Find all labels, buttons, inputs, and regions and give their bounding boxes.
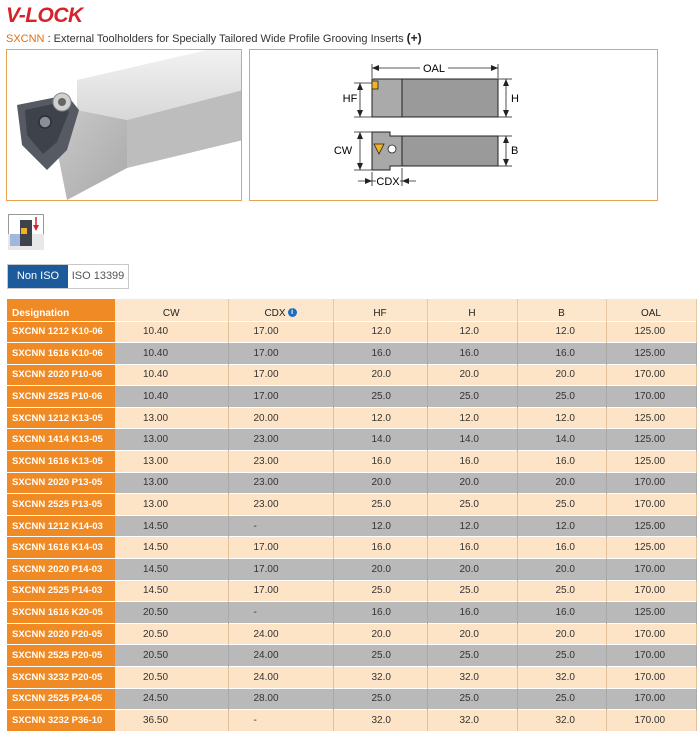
cell-h: 25.0 bbox=[427, 645, 517, 667]
cell-b: 12.0 bbox=[517, 515, 606, 537]
dimension-diagram bbox=[249, 49, 658, 201]
cell-b: 25.0 bbox=[517, 645, 606, 667]
cell-hf: 25.0 bbox=[333, 645, 427, 667]
cell-hf: 14.0 bbox=[333, 429, 427, 451]
cell-designation[interactable]: SXCNN 2525 P14-03 bbox=[7, 580, 115, 602]
col-cdx bbox=[228, 299, 333, 321]
cell-hf: 32.0 bbox=[333, 667, 427, 689]
table-row[interactable] bbox=[7, 645, 696, 667]
cell-oal: 125.00 bbox=[606, 537, 696, 559]
table-row[interactable] bbox=[7, 602, 696, 624]
cell-oal: 170.00 bbox=[606, 386, 696, 408]
orientation-icon bbox=[8, 214, 44, 250]
col-cdx-label: CDX bbox=[264, 307, 286, 319]
cell-oal: 125.00 bbox=[606, 451, 696, 473]
cell-oal: 125.00 bbox=[606, 407, 696, 429]
cell-designation[interactable]: SXCNN 3232 P20-05 bbox=[7, 667, 115, 689]
cell-cdx: - bbox=[228, 515, 333, 537]
cell-designation[interactable]: SXCNN 2020 P20-05 bbox=[7, 623, 115, 645]
cell-hf: 16.0 bbox=[333, 537, 427, 559]
cell-b: 12.0 bbox=[517, 321, 606, 343]
cell-oal: 170.00 bbox=[606, 645, 696, 667]
cell-cw: 13.00 bbox=[115, 451, 228, 473]
cell-h: 20.0 bbox=[427, 472, 517, 494]
standard-tabs bbox=[7, 264, 129, 289]
cell-oal: 125.00 bbox=[606, 429, 696, 451]
table-row[interactable] bbox=[7, 321, 696, 343]
col-cw: CW bbox=[115, 299, 228, 321]
oal-label: OAL bbox=[422, 63, 446, 75]
cell-cw: 20.50 bbox=[115, 623, 228, 645]
cell-cw: 13.00 bbox=[115, 494, 228, 516]
b-label: B bbox=[511, 145, 519, 157]
cell-oal: 170.00 bbox=[606, 623, 696, 645]
cell-b: 32.0 bbox=[517, 667, 606, 689]
col-hf: HF bbox=[333, 299, 427, 321]
cell-oal: 170.00 bbox=[606, 580, 696, 602]
cell-designation[interactable]: SXCNN 1616 K20-05 bbox=[7, 602, 115, 624]
cell-cdx: 23.00 bbox=[228, 429, 333, 451]
cw-label: CW bbox=[333, 145, 353, 157]
cell-h: 20.0 bbox=[427, 364, 517, 386]
table-row[interactable] bbox=[7, 472, 696, 494]
table-row[interactable] bbox=[7, 364, 696, 386]
col-designation: Designation bbox=[7, 299, 115, 321]
table-row[interactable] bbox=[7, 580, 696, 602]
cell-designation[interactable]: SXCNN 1212 K14-03 bbox=[7, 515, 115, 537]
cell-designation[interactable]: SXCNN 2525 P10-06 bbox=[7, 386, 115, 408]
cell-cw: 10.40 bbox=[115, 343, 228, 365]
cell-h: 12.0 bbox=[427, 407, 517, 429]
cell-hf: 20.0 bbox=[333, 623, 427, 645]
info-icon[interactable]: i bbox=[288, 308, 297, 317]
cell-h: 12.0 bbox=[427, 515, 517, 537]
cell-oal: 170.00 bbox=[606, 710, 696, 732]
cell-hf: 16.0 bbox=[333, 602, 427, 624]
col-b: B bbox=[517, 299, 606, 321]
cell-cw: 20.50 bbox=[115, 667, 228, 689]
cell-hf: 12.0 bbox=[333, 515, 427, 537]
cell-oal: 170.00 bbox=[606, 559, 696, 581]
cell-b: 20.0 bbox=[517, 472, 606, 494]
table-row[interactable] bbox=[7, 494, 696, 516]
cell-oal: 125.00 bbox=[606, 515, 696, 537]
cell-designation[interactable]: SXCNN 1212 K10-06 bbox=[7, 321, 115, 343]
cell-cw: 14.50 bbox=[115, 515, 228, 537]
cell-h: 32.0 bbox=[427, 667, 517, 689]
cell-cdx: - bbox=[228, 602, 333, 624]
cell-designation[interactable]: SXCNN 3232 P36-10 bbox=[7, 710, 115, 732]
cell-b: 20.0 bbox=[517, 364, 606, 386]
cell-cdx: 17.00 bbox=[228, 537, 333, 559]
cell-cdx: - bbox=[228, 710, 333, 732]
page-subtitle bbox=[6, 31, 422, 45]
cell-designation[interactable]: SXCNN 1616 K13-05 bbox=[7, 451, 115, 473]
product-code: SXCNN bbox=[6, 33, 45, 45]
table-row[interactable] bbox=[7, 515, 696, 537]
cell-cw: 10.40 bbox=[115, 386, 228, 408]
cell-h: 14.0 bbox=[427, 429, 517, 451]
cell-oal: 125.00 bbox=[606, 602, 696, 624]
cell-b: 25.0 bbox=[517, 386, 606, 408]
table-header-row bbox=[7, 299, 696, 321]
table-row[interactable] bbox=[7, 537, 696, 559]
cell-cdx: 17.00 bbox=[228, 580, 333, 602]
cell-h: 25.0 bbox=[427, 688, 517, 710]
cell-designation[interactable]: SXCNN 1616 K10-06 bbox=[7, 343, 115, 365]
table-row[interactable] bbox=[7, 451, 696, 473]
tab-iso-13399[interactable]: ISO 13399 bbox=[68, 265, 128, 288]
cell-designation[interactable]: SXCNN 2525 P24-05 bbox=[7, 688, 115, 710]
cell-h: 16.0 bbox=[427, 602, 517, 624]
hf-label: HF bbox=[342, 93, 358, 105]
col-oal: OAL bbox=[606, 299, 696, 321]
cell-designation[interactable]: SXCNN 1616 K14-03 bbox=[7, 537, 115, 559]
cell-b: 16.0 bbox=[517, 537, 606, 559]
tab-non-iso[interactable]: Non ISO bbox=[8, 265, 68, 288]
cell-cw: 10.40 bbox=[115, 364, 228, 386]
table-row[interactable] bbox=[7, 559, 696, 581]
cell-designation[interactable]: SXCNN 2525 P20-05 bbox=[7, 645, 115, 667]
cell-cdx: 17.00 bbox=[228, 386, 333, 408]
cell-b: 32.0 bbox=[517, 710, 606, 732]
cell-h: 12.0 bbox=[427, 321, 517, 343]
cell-h: 25.0 bbox=[427, 386, 517, 408]
cell-designation[interactable]: SXCNN 2020 P13-05 bbox=[7, 472, 115, 494]
cell-h: 16.0 bbox=[427, 537, 517, 559]
table-row[interactable] bbox=[7, 343, 696, 365]
cell-h: 25.0 bbox=[427, 580, 517, 602]
brand-logo: V-LOCK bbox=[6, 4, 83, 27]
cell-cw: 20.50 bbox=[115, 602, 228, 624]
cell-hf: 16.0 bbox=[333, 343, 427, 365]
cell-cdx: 28.00 bbox=[228, 688, 333, 710]
cell-b: 20.0 bbox=[517, 623, 606, 645]
cell-b: 12.0 bbox=[517, 407, 606, 429]
cell-cdx: 17.00 bbox=[228, 321, 333, 343]
cell-h: 32.0 bbox=[427, 710, 517, 732]
cell-cdx: 24.00 bbox=[228, 623, 333, 645]
cell-hf: 20.0 bbox=[333, 559, 427, 581]
table-row[interactable] bbox=[7, 710, 696, 732]
cell-b: 20.0 bbox=[517, 559, 606, 581]
cell-oal: 170.00 bbox=[606, 364, 696, 386]
cell-b: 25.0 bbox=[517, 580, 606, 602]
cell-oal: 170.00 bbox=[606, 688, 696, 710]
cell-hf: 12.0 bbox=[333, 321, 427, 343]
cell-h: 25.0 bbox=[427, 494, 517, 516]
cell-cw: 20.50 bbox=[115, 645, 228, 667]
cell-oal: 125.00 bbox=[606, 321, 696, 343]
cell-h: 16.0 bbox=[427, 451, 517, 473]
table-row[interactable] bbox=[7, 667, 696, 689]
dimension-drawing bbox=[250, 50, 658, 201]
cell-hf: 32.0 bbox=[333, 710, 427, 732]
cell-hf: 25.0 bbox=[333, 688, 427, 710]
cell-b: 16.0 bbox=[517, 451, 606, 473]
cell-hf: 20.0 bbox=[333, 364, 427, 386]
h-label: H bbox=[511, 93, 519, 105]
table-row[interactable] bbox=[7, 407, 696, 429]
cell-cdx: 20.00 bbox=[228, 407, 333, 429]
cell-h: 20.0 bbox=[427, 623, 517, 645]
cell-oal: 170.00 bbox=[606, 667, 696, 689]
cell-cw: 14.50 bbox=[115, 559, 228, 581]
cell-designation[interactable]: SXCNN 2525 P13-05 bbox=[7, 494, 115, 516]
cell-oal: 125.00 bbox=[606, 343, 696, 365]
cell-h: 16.0 bbox=[427, 343, 517, 365]
cell-cw: 13.00 bbox=[115, 429, 228, 451]
cell-designation[interactable]: SXCNN 2020 P14-03 bbox=[7, 559, 115, 581]
cell-cdx: 23.00 bbox=[228, 494, 333, 516]
cell-cw: 14.50 bbox=[115, 537, 228, 559]
cell-oal: 170.00 bbox=[606, 472, 696, 494]
product-description: : External Toolholders for Specially Tailored Wide Profile Grooving Inserts bbox=[44, 33, 407, 45]
cell-designation[interactable]: SXCNN 1414 K13-05 bbox=[7, 429, 115, 451]
cell-cw: 13.00 bbox=[115, 472, 228, 494]
table-row[interactable] bbox=[7, 386, 696, 408]
dimensions-table bbox=[7, 299, 697, 731]
cell-cdx: 17.00 bbox=[228, 343, 333, 365]
cell-b: 25.0 bbox=[517, 688, 606, 710]
cell-cw: 10.40 bbox=[115, 321, 228, 343]
cell-oal: 170.00 bbox=[606, 494, 696, 516]
cell-b: 16.0 bbox=[517, 343, 606, 365]
col-h: H bbox=[427, 299, 517, 321]
cdx-label: CDX bbox=[376, 176, 400, 188]
table-row[interactable] bbox=[7, 688, 696, 710]
cell-cdx: 24.00 bbox=[228, 645, 333, 667]
cell-cdx: 23.00 bbox=[228, 451, 333, 473]
cell-designation[interactable]: SXCNN 2020 P10-06 bbox=[7, 364, 115, 386]
cell-hf: 20.0 bbox=[333, 472, 427, 494]
cell-b: 14.0 bbox=[517, 429, 606, 451]
cell-cw: 24.50 bbox=[115, 688, 228, 710]
cell-hf: 16.0 bbox=[333, 451, 427, 473]
cell-cdx: 24.00 bbox=[228, 667, 333, 689]
cell-cw: 13.00 bbox=[115, 407, 228, 429]
cell-cw: 36.50 bbox=[115, 710, 228, 732]
cell-designation[interactable]: SXCNN 1212 K13-05 bbox=[7, 407, 115, 429]
cell-cdx: 17.00 bbox=[228, 364, 333, 386]
expand-plus-link[interactable]: (+) bbox=[406, 31, 422, 45]
table-row[interactable] bbox=[7, 429, 696, 451]
table-row[interactable] bbox=[7, 623, 696, 645]
cell-hf: 25.0 bbox=[333, 494, 427, 516]
toolholder-photo-illustration bbox=[7, 50, 242, 201]
cell-b: 25.0 bbox=[517, 494, 606, 516]
cell-h: 20.0 bbox=[427, 559, 517, 581]
cell-cdx: 17.00 bbox=[228, 559, 333, 581]
product-photo bbox=[6, 49, 242, 201]
cell-hf: 25.0 bbox=[333, 386, 427, 408]
cell-hf: 25.0 bbox=[333, 580, 427, 602]
cell-b: 16.0 bbox=[517, 602, 606, 624]
cell-hf: 12.0 bbox=[333, 407, 427, 429]
cell-cdx: 23.00 bbox=[228, 472, 333, 494]
cell-cw: 14.50 bbox=[115, 580, 228, 602]
